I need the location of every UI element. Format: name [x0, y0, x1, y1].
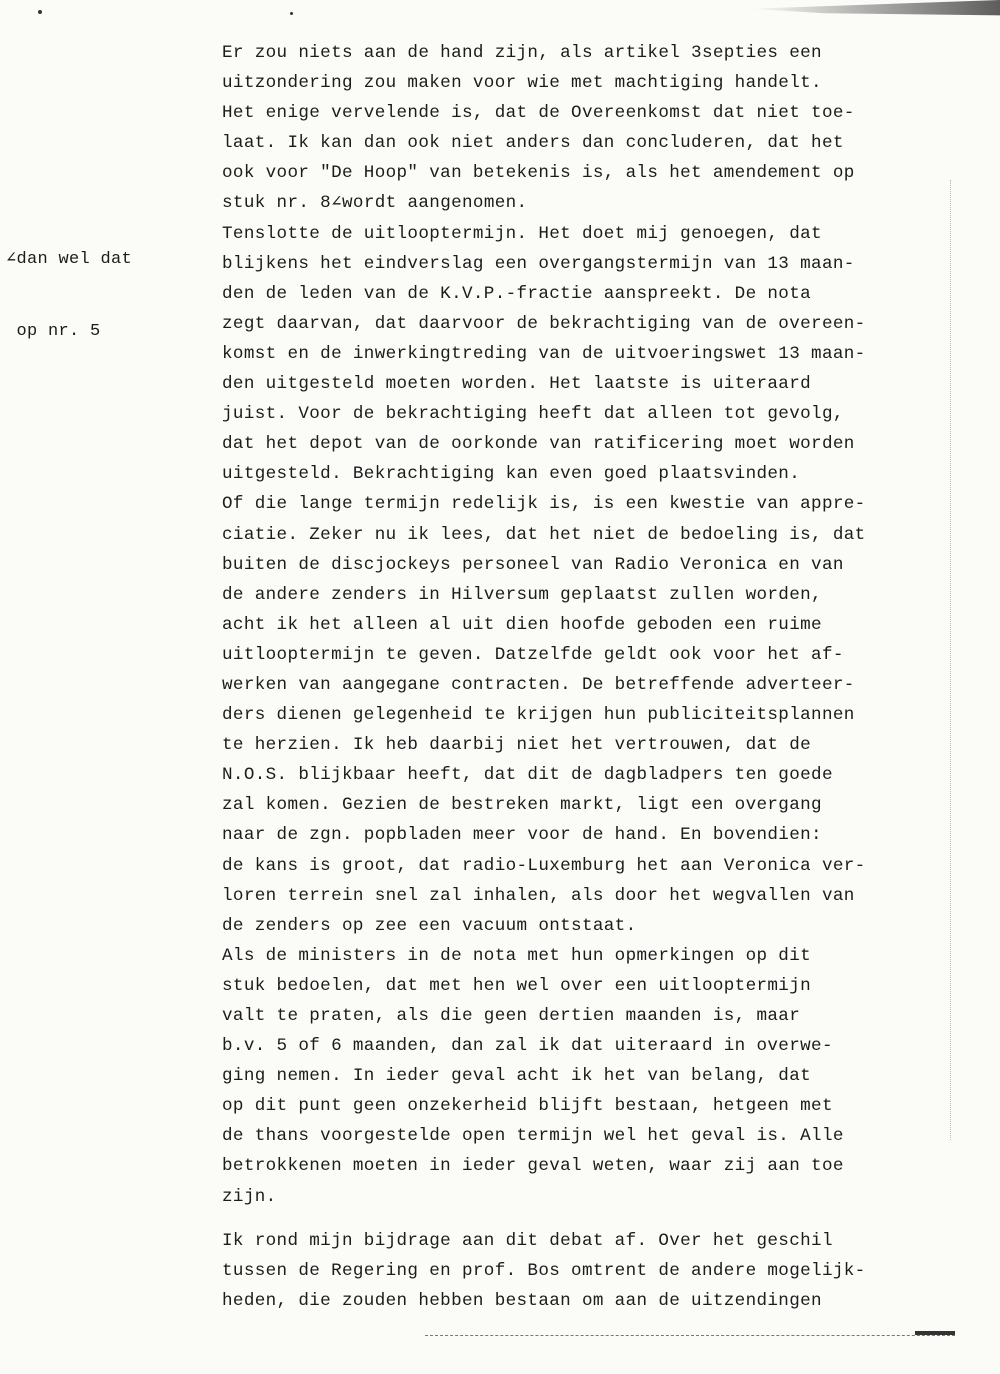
- text-line: uitgesteld. Bekrachtiging kan even goed plaatsvinden.: [222, 464, 801, 485]
- scan-speck: [38, 10, 42, 14]
- scan-edge-smudge: [750, 0, 1000, 22]
- text-line: buiten de discjockeys personeel van Radio Veronica en van: [222, 554, 844, 575]
- closing-text-line: Ik rond mijn bijdrage aan dit debat af. Over het geschil: [222, 1230, 833, 1251]
- text-line: komst en de inwerkingtreding van de uitvoeringswet 13 maan-: [222, 343, 866, 364]
- text-line: ging nemen. In ieder geval acht ik het van belang, dat: [222, 1066, 812, 1087]
- text-line: juist. Voor de bekrachtiging heeft dat alleen tot gevolg,: [222, 404, 844, 425]
- text-line: b.v. 5 of 6 maanden, dan zal ik dat uiteraard in overwe-: [222, 1036, 833, 1057]
- page-bottom-rule: [425, 1335, 955, 1336]
- text-line: naar de zgn. popbladen meer voor de hand. En bovendien:: [222, 825, 822, 846]
- text-line: Als de ministers in de nota met hun opmerkingen op dit: [222, 945, 812, 966]
- text-line: den de leden van de K.V.P.-fractie aanspreekt. De nota: [222, 283, 812, 304]
- text-line: zegt daarvan, dat daarvoor de bekrachtiging van de overeen-: [222, 313, 866, 334]
- text-line: loren terrein snel zal inhalen, als door het wegvallen van: [222, 885, 855, 906]
- text-line: op dit punt geen onzekerheid blijft bestaan, hetgeen met: [222, 1096, 833, 1117]
- margin-annotation-line: op nr. 5: [6, 322, 101, 341]
- text-line: blijkens het eindverslag een overgangstermijn van 13 maan-: [222, 253, 855, 274]
- text-line: ders dienen gelegenheid te krijgen hun publiciteitsplannen: [222, 705, 855, 726]
- text-line: de andere zenders in Hilversum geplaatst zullen worden,: [222, 584, 822, 605]
- page-bottom-mark: [915, 1331, 955, 1335]
- text-line: ciatie. Zeker nu ik lees, dat het niet de bedoeling is, dat: [222, 524, 866, 545]
- text-line: uitzondering zou maken voor wie met machtiging handelt.: [222, 73, 822, 94]
- closing-text-line: tussen de Regering en prof. Bos omtrent de andere mogelijk-: [222, 1260, 866, 1281]
- text-line: dat het depot van de oorkonde van ratificering moet worden: [222, 434, 855, 455]
- text-line: de kans is groot, dat radio-Luxemburg het aan Veronica ver-: [222, 855, 866, 876]
- text-line: Er zou niets aan de hand zijn, als artikel 3septies een: [222, 43, 822, 63]
- text-line: de thans voorgestelde open termijn wel het geval is. Alle: [222, 1126, 844, 1147]
- text-line: valt te praten, als die geen dertien maanden is, maar: [222, 1006, 801, 1026]
- text-line: Of die lange termijn redelijk is, is een kwestie van appre-: [222, 494, 866, 515]
- text-line: uitlooptermijn te geven. Datzelfde geldt ook voor het af-: [222, 644, 844, 665]
- text-line: ook voor "De Hoop" van betekenis is, als het amendement op: [222, 163, 855, 184]
- text-line: zal komen. Gezien de bestreken markt, ligt een overgang: [222, 795, 822, 816]
- typed-body-text: [222, 38, 982, 1316]
- text-line: te herzien. Ik heb daarbij niet het vertrouwen, dat de: [222, 735, 812, 756]
- text-line: stuk nr. 8∠wordt aangenomen.: [222, 193, 528, 214]
- text-line: werken van aangegane contracten. De betreffende adverteer-: [222, 674, 855, 695]
- text-line: de zenders op zee een vacuum ontstaat.: [222, 915, 637, 936]
- text-line: Tenslotte de uitlooptermijn. Het doet mij genoegen, dat: [222, 223, 822, 244]
- margin-annotation-line: ∠dan wel dat: [6, 250, 133, 269]
- text-line: N.O.S. blijkbaar heeft, dat dit de dagbladpers ten goede: [222, 765, 833, 786]
- closing-text-line: heden, die zouden hebben bestaan om aan de uitzendingen: [222, 1290, 822, 1311]
- text-line: acht ik het alleen al uit dien hoofde geboden een ruime: [222, 614, 822, 635]
- scan-speck: [290, 12, 293, 15]
- text-line: stuk bedoelen, dat met hen wel over een uitlooptermijn: [222, 975, 812, 996]
- margin-annotation: [6, 200, 132, 392]
- text-line: zijn.: [222, 1186, 277, 1207]
- text-line: Het enige vervelende is, dat de Overeenkomst dat niet toe-: [222, 103, 855, 124]
- text-line: laat. Ik kan dan ook niet anders dan concluderen, dat het: [222, 133, 844, 154]
- text-line: betrokkenen moeten in ieder geval weten, waar zij aan toe: [222, 1156, 844, 1177]
- text-line: den uitgesteld moeten worden. Het laatste is uiteraard: [222, 374, 812, 395]
